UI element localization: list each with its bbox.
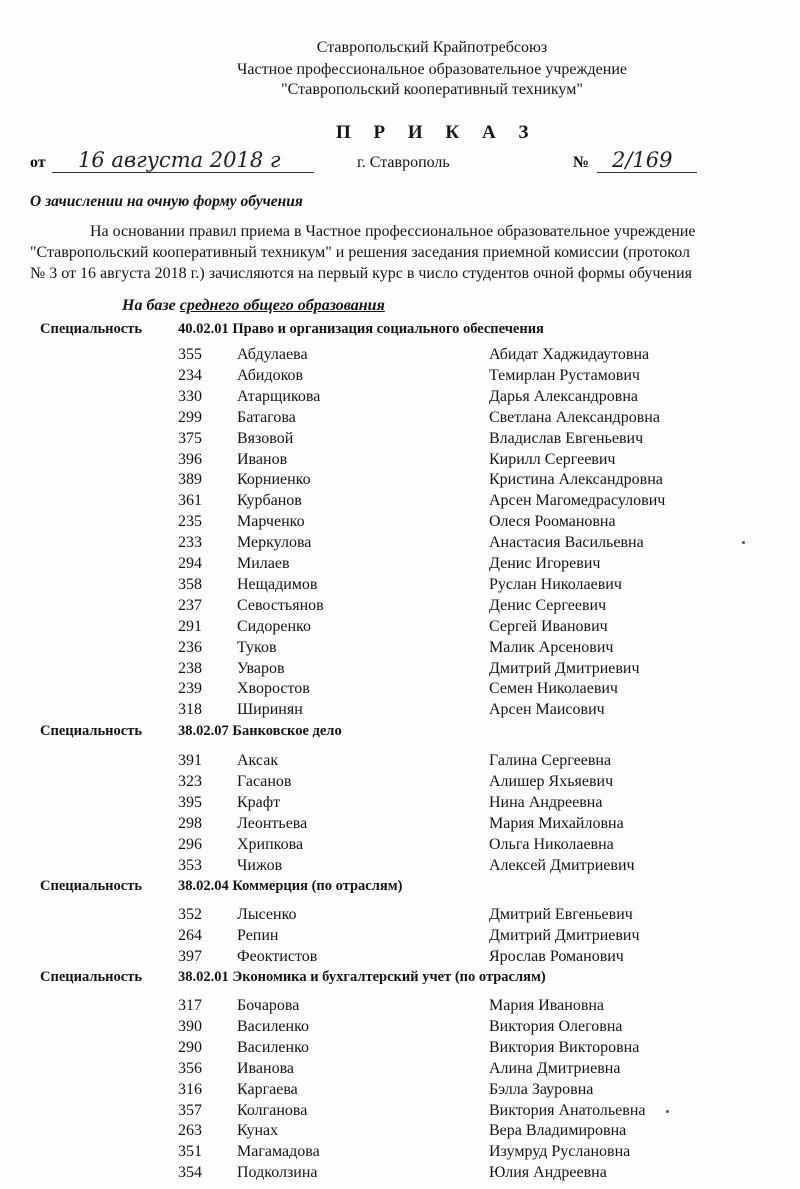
student-row xyxy=(0,451,800,472)
student-id: 318 xyxy=(178,701,202,719)
student-id: 234 xyxy=(178,366,202,384)
student-last-name: Репин xyxy=(237,926,279,944)
student-first-names: Олеся Роомановна xyxy=(489,513,616,531)
student-id: 352 xyxy=(178,906,202,923)
student-row xyxy=(0,492,800,513)
student-first-names: Виктория Анатольевна xyxy=(489,1101,646,1119)
student-id: 294 xyxy=(178,555,202,572)
student-row xyxy=(0,1164,800,1185)
student-row xyxy=(0,388,800,409)
student-id: 291 xyxy=(178,617,202,635)
order-subject: О зачислении на очную форму обучения xyxy=(30,193,303,210)
org-line-3: "Ставропольский кооперативный техникум" xyxy=(281,81,583,98)
order-city: г. Ставрополь xyxy=(357,154,450,171)
student-first-names: Нина Андреевна xyxy=(489,793,603,811)
student-id: 354 xyxy=(178,1164,202,1182)
student-first-names: Владислав Евгеньевич xyxy=(489,429,644,447)
student-id: 298 xyxy=(178,814,202,832)
student-row xyxy=(0,1081,800,1102)
student-first-names: Мария Михайловна xyxy=(489,814,624,832)
student-last-name: Василенко xyxy=(237,1017,310,1035)
education-base-prefix: На базе xyxy=(122,297,176,314)
student-first-names: Виктория Олеговна xyxy=(489,1017,623,1035)
date-from-label: от xyxy=(30,154,46,171)
student-last-name: Милаев xyxy=(237,555,290,572)
student-id: 390 xyxy=(178,1017,202,1035)
student-row xyxy=(0,701,800,722)
student-last-name: Крафт xyxy=(237,793,281,811)
student-id: 316 xyxy=(178,1080,202,1098)
student-row xyxy=(0,367,800,388)
student-last-name: Курбанов xyxy=(237,492,302,510)
student-row xyxy=(0,1102,800,1123)
student-last-name: Батагова xyxy=(237,408,296,426)
scan-speck xyxy=(742,541,745,544)
student-last-name: Севостьянов xyxy=(237,596,324,614)
student-first-names: Арсен Магомедрасулович xyxy=(489,492,666,510)
specialty-label: Специальность xyxy=(40,969,142,985)
student-row xyxy=(0,773,800,794)
student-id: 317 xyxy=(178,997,202,1014)
order-title: П Р И К А З xyxy=(336,122,538,143)
student-first-names: Дарья Александровна xyxy=(489,387,639,405)
student-id: 323 xyxy=(178,772,202,790)
student-id: 263 xyxy=(178,1122,202,1140)
student-first-names: Ярослав Романович xyxy=(489,947,624,965)
specialty-header xyxy=(0,967,800,987)
student-first-names: Арсен Маисович xyxy=(489,701,605,719)
student-row xyxy=(0,948,800,969)
student-last-name: Подколзина xyxy=(237,1164,318,1182)
order-number-handwritten: 2/169 xyxy=(612,148,673,172)
specialty-name: 38.02.01 Экономика и бухгалтерский учет (по отраслям) xyxy=(178,969,546,985)
student-row xyxy=(0,660,800,681)
student-row xyxy=(0,906,800,927)
student-id: 290 xyxy=(178,1038,202,1056)
student-first-names: Бэлла Зауровна xyxy=(489,1080,594,1098)
student-first-names: Дмитрий Дмитриевич xyxy=(489,659,640,677)
student-last-name: Абдулаева xyxy=(237,346,308,363)
specialty-name: 40.02.01 Право и организация социального обеспечения xyxy=(178,321,544,337)
specialty-name: 38.02.07 Банковское дело xyxy=(178,723,342,739)
student-row xyxy=(0,1018,800,1039)
student-last-name: Колганова xyxy=(237,1101,308,1119)
student-row xyxy=(0,857,800,878)
specialty-label: Специальность xyxy=(40,723,142,739)
student-first-names: Семен Николаевич xyxy=(489,680,618,698)
education-base xyxy=(122,297,385,315)
student-last-name: Гасанов xyxy=(237,772,292,790)
student-id: 375 xyxy=(178,429,202,447)
student-last-name: Каргаева xyxy=(237,1080,298,1098)
student-last-name: Чижов xyxy=(237,856,283,874)
student-first-names: Ольга Николаевна xyxy=(489,835,614,853)
student-row xyxy=(0,639,800,660)
student-id: 397 xyxy=(178,947,202,965)
student-row xyxy=(0,836,800,857)
student-row xyxy=(0,618,800,639)
student-last-name: Кунах xyxy=(237,1122,279,1140)
student-last-name: Бочарова xyxy=(237,997,300,1014)
student-id: 299 xyxy=(178,408,202,426)
student-last-name: Уваров xyxy=(237,659,285,677)
student-row xyxy=(0,794,800,815)
student-row xyxy=(0,513,800,534)
student-row xyxy=(0,1060,800,1081)
student-first-names: Денис Игоревич xyxy=(489,555,601,572)
student-first-names: Руслан Николаевич xyxy=(489,575,622,593)
student-row xyxy=(0,1143,800,1164)
org-line-2: Частное профессиональное образовательное учреждение xyxy=(237,61,627,78)
number-underline xyxy=(597,172,697,173)
student-first-names: Светлана Александровна xyxy=(489,408,660,426)
student-last-name: Сидоренко xyxy=(237,617,311,635)
student-id: 391 xyxy=(178,752,202,769)
student-id: 330 xyxy=(178,387,202,405)
student-last-name: Василенко xyxy=(237,1038,310,1056)
student-id: 389 xyxy=(178,471,202,489)
student-first-names: Темирлан Рустамович xyxy=(489,366,640,384)
specialty-label: Специальность xyxy=(40,321,142,337)
education-base-value: среднего общего образования xyxy=(179,297,385,314)
student-row xyxy=(0,346,800,367)
student-row xyxy=(0,1039,800,1060)
student-first-names: Алексей Дмитриевич xyxy=(489,856,635,874)
student-last-name: Хворостов xyxy=(237,680,310,698)
student-id: 236 xyxy=(178,638,202,656)
order-number-label: № xyxy=(573,154,590,171)
student-id: 353 xyxy=(178,856,202,874)
student-id: 264 xyxy=(178,926,202,944)
student-id: 396 xyxy=(178,450,202,468)
student-first-names: Вера Владимировна xyxy=(489,1122,627,1140)
student-last-name: Марченко xyxy=(237,513,305,531)
student-last-name: Корниенко xyxy=(237,471,311,489)
student-id: 233 xyxy=(178,534,202,552)
student-row xyxy=(0,680,800,701)
student-last-name: Туков xyxy=(237,638,277,656)
date-underline xyxy=(52,172,314,173)
student-row xyxy=(0,534,800,555)
intro-line-2: "Ставропольский кооперативный техникум" и решения заседания приемной комиссии (протокол xyxy=(30,244,691,261)
student-last-name: Леонтьева xyxy=(237,814,308,832)
student-first-names: Галина Сергеевна xyxy=(489,752,612,769)
student-first-names: Мария Ивановна xyxy=(489,997,605,1014)
student-row xyxy=(0,471,800,492)
student-row xyxy=(0,997,800,1018)
student-id: 355 xyxy=(178,346,202,363)
student-first-names: Кристина Александровна xyxy=(489,471,663,489)
student-first-names: Алишер Яхьяевич xyxy=(489,772,614,790)
student-row xyxy=(0,597,800,618)
student-id: 358 xyxy=(178,575,202,593)
student-first-names: Дмитрий Дмитриевич xyxy=(489,926,640,944)
student-row xyxy=(0,1122,800,1143)
student-last-name: Атарщикова xyxy=(237,387,321,405)
student-last-name: Иванова xyxy=(237,1059,295,1077)
student-last-name: Иванов xyxy=(237,450,288,468)
student-id: 357 xyxy=(178,1101,202,1119)
specialty-label: Специальность xyxy=(40,878,142,894)
student-id: 235 xyxy=(178,513,202,531)
specialty-header xyxy=(0,319,800,339)
intro-line-1: На основании правил приема в Частное профессиональное образовательное учреждение xyxy=(90,223,696,240)
student-last-name: Ширинян xyxy=(237,701,303,719)
scan-speck xyxy=(666,1110,669,1113)
student-first-names: Малик Арсенович xyxy=(489,638,614,656)
student-first-names: Виктория Викторовна xyxy=(489,1038,640,1056)
student-first-names: Алина Дмитриевна xyxy=(489,1059,621,1077)
student-first-names: Кирилл Сергеевич xyxy=(489,450,616,468)
student-id: 237 xyxy=(178,596,202,614)
student-row xyxy=(0,430,800,451)
specialty-header xyxy=(0,721,800,741)
student-row xyxy=(0,752,800,773)
student-first-names: Дмитрий Евгеньевич xyxy=(489,906,633,923)
student-last-name: Лысенко xyxy=(237,906,297,923)
student-last-name: Хрипкова xyxy=(237,835,304,853)
student-row xyxy=(0,927,800,948)
order-date-handwritten: 16 августа 2018 г xyxy=(78,148,281,172)
student-id: 361 xyxy=(178,492,202,510)
student-row xyxy=(0,409,800,430)
student-row xyxy=(0,555,800,576)
student-id: 351 xyxy=(178,1143,202,1161)
student-first-names: Сергей Иванович xyxy=(489,617,608,635)
student-row xyxy=(0,815,800,836)
student-id: 395 xyxy=(178,793,202,811)
org-line-1: Ставропольский Крайпотребсоюз xyxy=(316,39,548,56)
student-first-names: Изумруд Руслановна xyxy=(489,1143,631,1161)
student-first-names: Юлия Андреевна xyxy=(489,1164,607,1182)
student-last-name: Абидоков xyxy=(237,366,304,384)
student-last-name: Магамадова xyxy=(237,1143,320,1161)
student-last-name: Нещадимов xyxy=(237,575,318,593)
intro-line-3: № 3 от 16 августа 2018 г.) зачисляются на первый курс в число студентов очной формы обучения xyxy=(30,265,692,282)
student-row xyxy=(0,576,800,597)
student-id: 238 xyxy=(178,659,202,677)
student-id: 239 xyxy=(178,680,202,698)
student-last-name: Меркулова xyxy=(237,534,312,552)
specialty-header xyxy=(0,876,800,896)
student-first-names: Анастасия Васильевна xyxy=(489,534,644,552)
student-id: 296 xyxy=(178,835,202,853)
student-last-name: Вязовой xyxy=(237,429,294,447)
specialty-name: 38.02.04 Коммерция (по отраслям) xyxy=(178,878,403,894)
order-meta-row xyxy=(0,148,800,178)
student-first-names: Абидат Хаджидаутовна xyxy=(489,346,650,363)
student-last-name: Феоктистов xyxy=(237,947,318,965)
student-first-names: Денис Сергеевич xyxy=(489,596,607,614)
student-id: 356 xyxy=(178,1059,202,1077)
student-last-name: Аксак xyxy=(237,752,279,769)
